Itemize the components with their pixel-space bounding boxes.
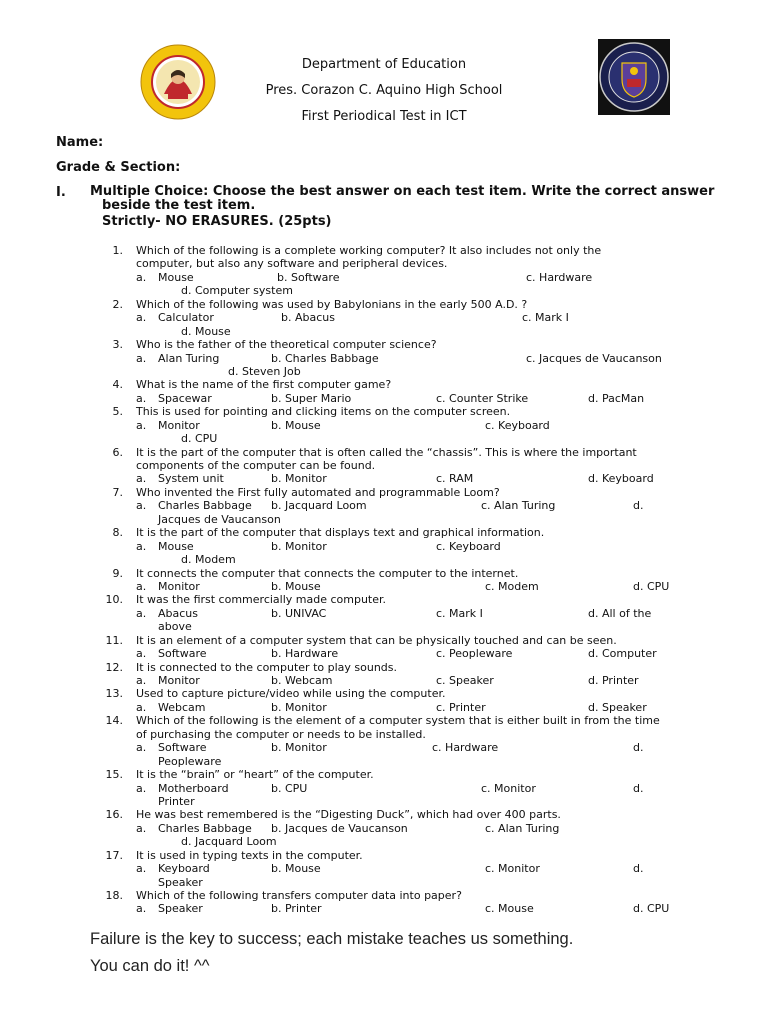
- question-line: [0, 486, 768, 499]
- option-letter: a.: [136, 647, 147, 661]
- answer-options-wrapped: [0, 620, 768, 633]
- question-line-continued: [0, 459, 768, 472]
- no-erasures-note: Strictly- NO ERASURES. (25pts): [102, 214, 332, 229]
- question-line: [0, 661, 768, 674]
- question-text: Which of the following is a complete working computer? It also includes not only the: [136, 244, 602, 257]
- encouragement-note: You can do it! ^^: [90, 957, 210, 975]
- section-number: I.: [56, 185, 66, 200]
- question-line: [0, 338, 768, 351]
- answer-option: Monitor: [158, 674, 200, 687]
- question-item: [0, 567, 768, 594]
- option-letter: a.: [136, 418, 147, 432]
- question-item: [0, 808, 768, 848]
- answer-option: Monitor: [158, 418, 200, 432]
- answer-option: Jacques de Vaucanson: [158, 512, 281, 526]
- option-letter: a.: [136, 391, 147, 405]
- answer-options-wrapped: [0, 553, 768, 566]
- answer-option: System unit: [158, 472, 224, 486]
- header-department: Department of Education: [301, 57, 467, 72]
- answer-option: d. Speaker: [588, 700, 647, 714]
- answer-option: d. CPU: [181, 432, 218, 446]
- answer-option: Keyboard: [158, 862, 210, 876]
- answer-option: d. CPU: [633, 902, 670, 916]
- question-number: 12.: [105, 660, 123, 674]
- question-text: components of the computer can be found.: [136, 459, 376, 472]
- answer-option: c. Alan Turing: [485, 821, 560, 835]
- answer-option: d. Modem: [181, 553, 236, 567]
- answer-options-wrapped: [0, 284, 768, 297]
- answer-option: Abacus: [158, 606, 198, 620]
- question-item: [0, 768, 768, 808]
- question-item: [0, 378, 768, 405]
- answer-option: d.: [633, 499, 644, 513]
- question-text: It is the “brain” or “heart” of the computer.: [136, 768, 374, 782]
- answer-option: b. Mouse: [271, 418, 321, 432]
- question-item: [0, 338, 768, 378]
- answer-options: [0, 741, 768, 754]
- option-letter: a.: [136, 862, 147, 876]
- answer-option: b. Monitor: [271, 539, 327, 553]
- answer-option: Software: [158, 647, 207, 661]
- question-item: [0, 849, 768, 889]
- question-text: It is an element of a computer system that can be physically touched and can be seen.: [136, 633, 617, 647]
- header-school-name: Pres. Corazon C. Aquino High School: [265, 83, 503, 98]
- question-number: 6.: [112, 445, 123, 459]
- answer-option: b. Jacques de Vaucanson: [271, 821, 408, 835]
- answer-option: c. Jacques de Vaucanson: [526, 351, 662, 365]
- option-letter: a.: [136, 311, 147, 325]
- answer-option: c. Peopleware: [436, 647, 513, 661]
- answer-option: b. Charles Babbage: [271, 351, 379, 365]
- answer-option: Peopleware: [158, 754, 222, 768]
- question-text: Which of the following was used by Babylonians in the early 500 A.D. ?: [136, 297, 528, 311]
- answer-option: Software: [158, 741, 207, 755]
- question-item: [0, 634, 768, 661]
- answer-option: d. CPU: [633, 579, 670, 593]
- answer-options: [0, 540, 768, 553]
- question-line: [0, 405, 768, 418]
- question-text: Who invented the First fully automated and programmable Loom?: [136, 485, 500, 499]
- answer-option: d. Steven Job: [228, 364, 301, 378]
- question-text: Which of the following is the element of a computer system that is either built in from the time: [136, 714, 660, 728]
- question-text: It is the part of the computer that is often called the “chassis”. This is where the important: [136, 445, 637, 459]
- answer-option: d.: [633, 862, 644, 876]
- motivational-quote: Failure is the key to success; each mistake teaches us something.: [90, 930, 574, 948]
- question-line: [0, 526, 768, 539]
- question-number: 13.: [105, 687, 123, 701]
- answer-option: b. Mouse: [271, 579, 321, 593]
- question-line: [0, 714, 768, 727]
- answer-options-wrapped: [0, 755, 768, 768]
- answer-options-wrapped: [0, 325, 768, 338]
- question-text: It connects the computer that connects the computer to the internet.: [136, 566, 519, 580]
- answer-option: b. Monitor: [271, 741, 327, 755]
- question-text: of purchasing the computer or needs to be installed.: [136, 727, 426, 741]
- question-number: 17.: [105, 848, 123, 862]
- answer-option: c. Monitor: [485, 862, 540, 876]
- question-text: What is the name of the first computer game?: [136, 378, 392, 392]
- question-number: 14.: [105, 714, 123, 728]
- question-item: [0, 298, 768, 338]
- option-letter: a.: [136, 351, 147, 365]
- answer-option: b. UNIVAC: [271, 606, 327, 620]
- question-text: It is the part of the computer that displays text and graphical information.: [136, 526, 545, 540]
- question-text: Which of the following transfers computer data into paper?: [136, 889, 462, 902]
- question-line: [0, 808, 768, 821]
- question-item: [0, 687, 768, 714]
- answer-option: c. Hardware: [432, 741, 499, 755]
- answer-option: Monitor: [158, 579, 200, 593]
- answer-option: b. Webcam: [271, 674, 333, 687]
- answer-options: [0, 311, 768, 324]
- answer-options-wrapped: [0, 432, 768, 445]
- answer-option: c. Mark I: [522, 311, 569, 325]
- option-letter: a.: [136, 472, 147, 486]
- header-test-title: First Periodical Test in ICT: [301, 109, 467, 124]
- question-item: [0, 244, 768, 298]
- question-text: It was the first commercially made computer.: [136, 593, 387, 607]
- answer-options: [0, 822, 768, 835]
- answer-option: d. Jacquard Loom: [181, 835, 277, 849]
- question-number: 15.: [105, 768, 123, 782]
- question-line: [0, 889, 768, 902]
- option-letter: a.: [136, 270, 147, 284]
- answer-options-wrapped: [0, 513, 768, 526]
- question-line-continued: [0, 257, 768, 270]
- answer-options: [0, 419, 768, 432]
- option-letter: a.: [136, 606, 147, 620]
- answer-option: Charles Babbage: [158, 499, 252, 513]
- question-number: 11.: [105, 633, 123, 647]
- answer-option: c. Mouse: [485, 902, 534, 916]
- question-item: [0, 593, 768, 633]
- question-list: [0, 244, 768, 916]
- answer-option: Webcam: [158, 700, 206, 714]
- instruction-line-1: Multiple Choice: Choose the best answer on each test item. Write the correct answer: [90, 184, 715, 199]
- answer-options: [0, 701, 768, 714]
- answer-options: [0, 472, 768, 485]
- question-item: [0, 405, 768, 445]
- answer-option: d. Keyboard: [588, 472, 654, 486]
- answer-options-wrapped: [0, 795, 768, 808]
- option-letter: a.: [136, 781, 147, 795]
- option-letter: a.: [136, 741, 147, 755]
- question-number: 7.: [112, 485, 123, 499]
- question-item: [0, 446, 768, 486]
- answer-options: [0, 352, 768, 365]
- answer-option: Speaker: [158, 902, 203, 916]
- answer-option: Spacewar: [158, 391, 212, 405]
- answer-option: b. Monitor: [271, 472, 327, 486]
- answer-option: b. CPU: [271, 781, 308, 795]
- question-number: 5.: [112, 405, 123, 419]
- question-line: [0, 446, 768, 459]
- answer-option: c. RAM: [436, 472, 474, 486]
- answer-option: c. Speaker: [436, 674, 494, 687]
- question-line: [0, 634, 768, 647]
- option-letter: a.: [136, 902, 147, 916]
- answer-option: c. Hardware: [526, 270, 593, 284]
- option-letter: a.: [136, 499, 147, 513]
- answer-option: Motherboard: [158, 781, 229, 795]
- answer-options: [0, 499, 768, 512]
- question-line: [0, 849, 768, 862]
- question-number: 3.: [112, 338, 123, 352]
- question-line: [0, 298, 768, 311]
- answer-option: b. Super Mario: [271, 391, 352, 405]
- grade-section-label: Grade & Section:: [56, 160, 181, 175]
- answer-option: b. Abacus: [281, 311, 335, 325]
- section-instructions: [90, 185, 720, 213]
- answer-option: Speaker: [158, 875, 203, 889]
- question-line: [0, 768, 768, 781]
- answer-options: [0, 271, 768, 284]
- answer-option: Printer: [158, 794, 195, 808]
- answer-option: c. Keyboard: [436, 539, 501, 553]
- answer-option: b. Jacquard Loom: [271, 499, 367, 513]
- answer-option: d. Computer system: [181, 284, 293, 298]
- question-line: [0, 378, 768, 391]
- question-item: [0, 526, 768, 566]
- answer-option: c. Monitor: [481, 781, 536, 795]
- name-label: Name:: [56, 135, 104, 150]
- answer-option: d. PacMan: [588, 391, 645, 405]
- deped-seal-logo: [598, 39, 670, 115]
- answer-option: Charles Babbage: [158, 821, 252, 835]
- answer-option: Alan Turing: [158, 351, 220, 365]
- question-line: [0, 567, 768, 580]
- question-text: He was best remembered is the “Digesting Duck”, which had over 400 parts.: [136, 808, 561, 822]
- answer-option: c. Keyboard: [485, 418, 550, 432]
- question-item: [0, 486, 768, 526]
- answer-options: [0, 392, 768, 405]
- question-text: It is used in typing texts in the computer.: [136, 848, 363, 862]
- answer-options: [0, 782, 768, 795]
- answer-option: Mouse: [158, 270, 194, 284]
- question-line: [0, 687, 768, 700]
- question-number: 1.: [112, 244, 123, 257]
- question-text: Used to capture picture/video while using the computer.: [136, 687, 446, 701]
- answer-option: b. Mouse: [271, 862, 321, 876]
- question-text: This is used for pointing and clicking items on the computer screen.: [136, 405, 511, 419]
- answer-option: d. Printer: [588, 674, 639, 687]
- answer-options-wrapped: [0, 876, 768, 889]
- question-text: It is connected to the computer to play sounds.: [136, 660, 398, 674]
- answer-option: d.: [633, 781, 644, 795]
- option-letter: a.: [136, 700, 147, 714]
- answer-option: b. Hardware: [271, 647, 339, 661]
- answer-options: [0, 647, 768, 660]
- answer-options: [0, 902, 768, 915]
- question-number: 2.: [112, 297, 123, 311]
- answer-options-wrapped: [0, 835, 768, 848]
- answer-option: d. Computer: [588, 647, 657, 661]
- question-text: computer, but also any software and peripheral devices.: [136, 257, 448, 271]
- answer-option: above: [158, 620, 192, 634]
- question-item: [0, 661, 768, 688]
- answer-options: [0, 862, 768, 875]
- question-line-continued: [0, 728, 768, 741]
- answer-options-wrapped: [0, 365, 768, 378]
- question-number: 18.: [105, 889, 123, 902]
- answer-options: [0, 674, 768, 687]
- instruction-line-2: beside the test item.: [102, 198, 256, 213]
- question-item: [0, 714, 768, 768]
- answer-option: b. Software: [277, 270, 340, 284]
- answer-option: b. Monitor: [271, 700, 327, 714]
- answer-option: Calculator: [158, 311, 214, 325]
- answer-option: b. Printer: [271, 902, 322, 916]
- question-line: [0, 593, 768, 606]
- answer-option: Mouse: [158, 539, 194, 553]
- answer-option: c. Modem: [485, 579, 539, 593]
- answer-option: d. Mouse: [181, 324, 231, 338]
- question-item: [0, 889, 768, 916]
- option-letter: a.: [136, 821, 147, 835]
- question-number: 9.: [112, 566, 123, 580]
- option-letter: a.: [136, 674, 147, 687]
- question-line: [0, 244, 768, 257]
- question-number: 10.: [105, 593, 123, 607]
- answer-option: d.: [633, 741, 644, 755]
- answer-option: c. Mark I: [436, 606, 483, 620]
- question-number: 8.: [112, 526, 123, 540]
- question-number: 16.: [105, 808, 123, 822]
- option-letter: a.: [136, 539, 147, 553]
- option-letter: a.: [136, 579, 147, 593]
- question-number: 4.: [112, 378, 123, 392]
- answer-options: [0, 580, 768, 593]
- answer-option: c. Counter Strike: [436, 391, 529, 405]
- answer-option: c. Alan Turing: [481, 499, 556, 513]
- answer-options: [0, 607, 768, 620]
- answer-option: c. Printer: [436, 700, 486, 714]
- question-text: Who is the father of the theoretical computer science?: [136, 338, 437, 352]
- answer-option: d. All of the: [588, 606, 652, 620]
